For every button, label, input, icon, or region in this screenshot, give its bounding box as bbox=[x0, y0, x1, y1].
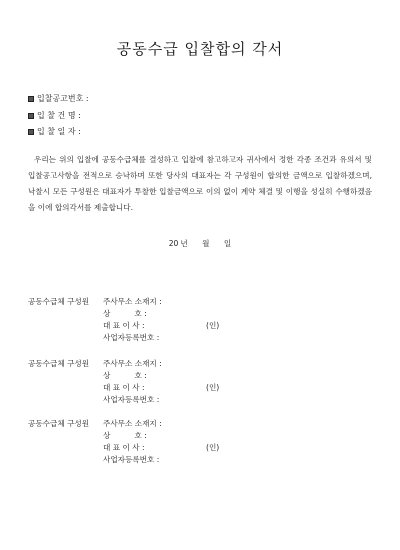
trade-name-label: 상 호 : bbox=[103, 371, 147, 380]
info-row-bid-name bbox=[28, 110, 81, 121]
seal-mark: (인) bbox=[206, 383, 220, 392]
member-block bbox=[28, 418, 378, 478]
ceo-label: 대 표 이 사 : bbox=[103, 321, 145, 330]
member-role: 공동수급체 구성원 bbox=[28, 419, 90, 428]
member-block bbox=[28, 296, 378, 356]
business-number-label: 사업자등록번호 : bbox=[103, 333, 160, 342]
ceo-label: 대 표 이 사 : bbox=[103, 383, 145, 392]
date-day-label: 일 bbox=[223, 239, 232, 248]
address-label: 주사무소 소재지 : bbox=[103, 359, 162, 368]
document-title: 공동수급 입찰합의 각서 bbox=[116, 40, 284, 58]
member-block bbox=[28, 358, 378, 418]
bullet-square-icon bbox=[28, 96, 34, 102]
bullet-square-icon bbox=[28, 113, 34, 119]
date-year-label: 년 bbox=[180, 239, 188, 248]
business-number-label: 사업자등록번호 : bbox=[103, 455, 160, 464]
address-label: 주사무소 소재지 : bbox=[103, 419, 162, 428]
trade-name-label: 상 호 : bbox=[103, 431, 147, 440]
info-row-bid-date bbox=[28, 126, 81, 137]
info-label: 입 찰 일 자 : bbox=[37, 127, 81, 136]
agreement-body: 우리는 위의 입찰에 공동수급체를 결성하고 입찰에 참고하고자 귀사에서 정한 각종 조건과 유의서 및 입찰공고사항을 전적으로 승낙하며 또한 당사의 대표자는 각 구성원이 합의한 금액으로 입찰하겠으며, 낙찰시 모든 구성원은 대표자가 투찰한 입찰금액으로 이의 없이 계약 체결 및 이행을 성실히 수행하겠음을 이에 합의각서를 제출합니다. bbox=[28, 155, 372, 212]
info-label: 입 찰 건 명 : bbox=[37, 111, 81, 120]
trade-name-label: 상 호 : bbox=[103, 309, 147, 318]
member-role: 공동수급체 구성원 bbox=[28, 359, 90, 368]
seal-mark: (인) bbox=[206, 443, 220, 452]
info-row-notice-number bbox=[28, 93, 89, 104]
address-label: 주사무소 소재지 : bbox=[103, 297, 162, 306]
ceo-label: 대 표 이 사 : bbox=[103, 443, 145, 452]
date-line bbox=[0, 238, 400, 249]
business-number-label: 사업자등록번호 : bbox=[103, 395, 160, 404]
member-role: 공동수급체 구성원 bbox=[28, 297, 90, 306]
bullet-square-icon bbox=[28, 129, 34, 135]
seal-mark: (인) bbox=[206, 321, 220, 330]
date-year-prefix: 20 bbox=[168, 239, 179, 248]
info-label: 입찰공고번호 : bbox=[37, 94, 89, 103]
date-month-label: 월 bbox=[202, 239, 210, 248]
